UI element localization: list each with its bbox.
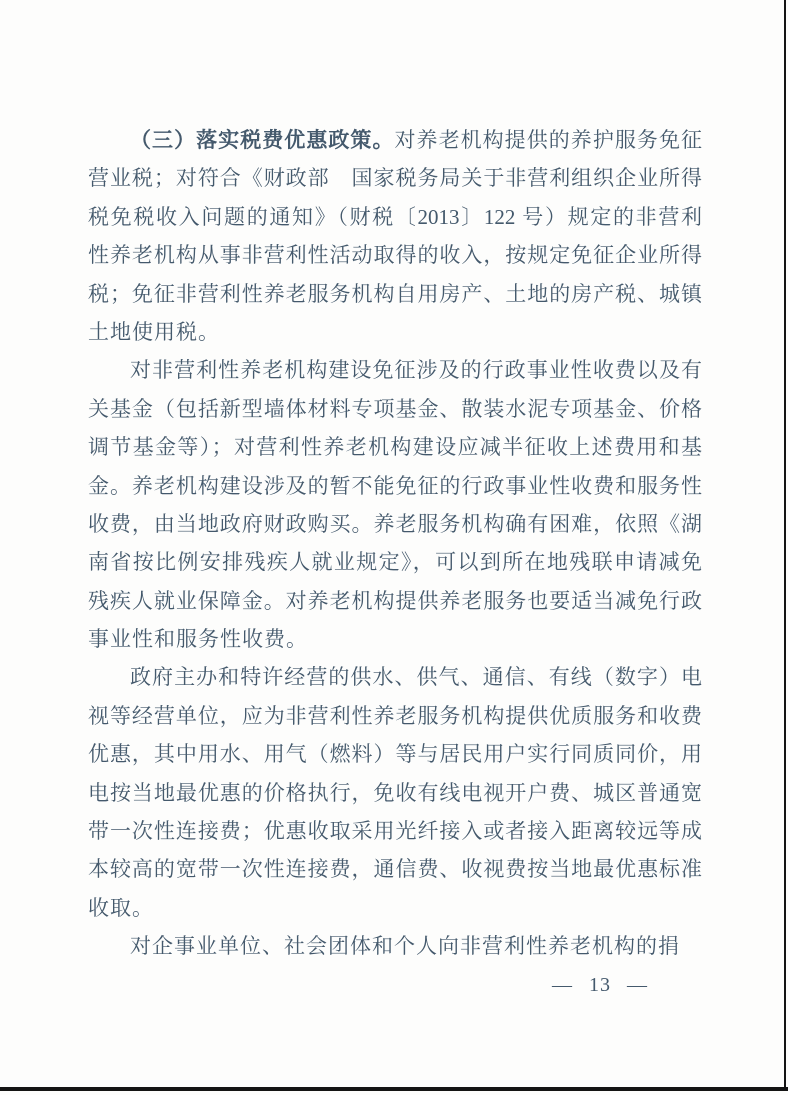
- text-line: 对非营利性养老机构建设免征涉及的行政事业性收费以及有: [130, 358, 702, 383]
- paragraph: [88, 927, 702, 965]
- paragraph: [88, 658, 702, 927]
- text-line: 电按当地最优惠的价格执行，免收有线电视开户费、城区普通宽: [88, 780, 702, 805]
- text-run: 对养老机构提供的养护服务免征: [394, 128, 703, 152]
- text-line: 税免税收入问题的通知》（财税〔2013〕122 号）规定的非营利: [88, 204, 702, 229]
- scan-edge-right-line: [784, 0, 786, 1090]
- text-line: 南省按比例安排残疾人就业规定》，可以到所在地残联申请减免: [88, 550, 702, 575]
- paragraph: [88, 121, 702, 351]
- paragraph: [88, 351, 702, 658]
- text-line: 性养老机构从事非营利性活动取得的收入，按规定免征企业所得: [88, 243, 702, 268]
- text-line: 土地使用税。: [88, 319, 220, 344]
- text-line: 本较高的宽带一次性连接费，通信费、收视费按当地最优惠标准: [88, 857, 702, 882]
- text-line: 残疾人就业保障金。对养老机构提供养老服务也要适当减免行政: [88, 588, 702, 613]
- text-line: 带一次性连接费；优惠收取采用光纤接入或者接入距离较远等成: [88, 819, 702, 844]
- text-line: 关基金（包括新型墙体材料专项基金、散装水泥专项基金、价格: [88, 396, 702, 421]
- text-line: 事业性和服务性收费。: [88, 627, 308, 652]
- text-line: 对企事业单位、社会团体和个人向非营利性养老机构的捐: [130, 934, 680, 959]
- text-line: 收费，由当地政府财政购买。养老服务机构确有困难，依照《湖: [88, 511, 702, 536]
- text-line: 收取。: [88, 895, 154, 920]
- page-number: — 13 —: [552, 974, 648, 996]
- clause-heading: （三）落实税费优惠政策。: [130, 128, 395, 152]
- document-body: [88, 121, 702, 966]
- text-line: 政府主办和特许经营的供水、供气、通信、有线（数字）电: [130, 665, 702, 690]
- text-line: 优惠，其中用水、用气（燃料）等与居民用户实行同质同价，用: [88, 742, 702, 767]
- text-line: 视等经营单位，应为非营利性养老服务机构提供优质服务和收费: [88, 703, 702, 728]
- text-line: [88, 121, 702, 159]
- text-line: 税；免征非营利性养老服务机构自用房产、土地的房产税、城镇: [88, 281, 702, 306]
- text-line: 金。养老机构建设涉及的暂不能免征的行政事业性收费和服务性: [88, 473, 702, 498]
- text-line: 营业税；对符合《财政部 国家税务局关于非营利组织企业所得: [88, 166, 702, 191]
- text-line: 调节基金等）；对营利性养老机构建设应减半征收上述费用和基: [88, 435, 702, 460]
- scan-edge-bottom-line: [0, 1087, 788, 1091]
